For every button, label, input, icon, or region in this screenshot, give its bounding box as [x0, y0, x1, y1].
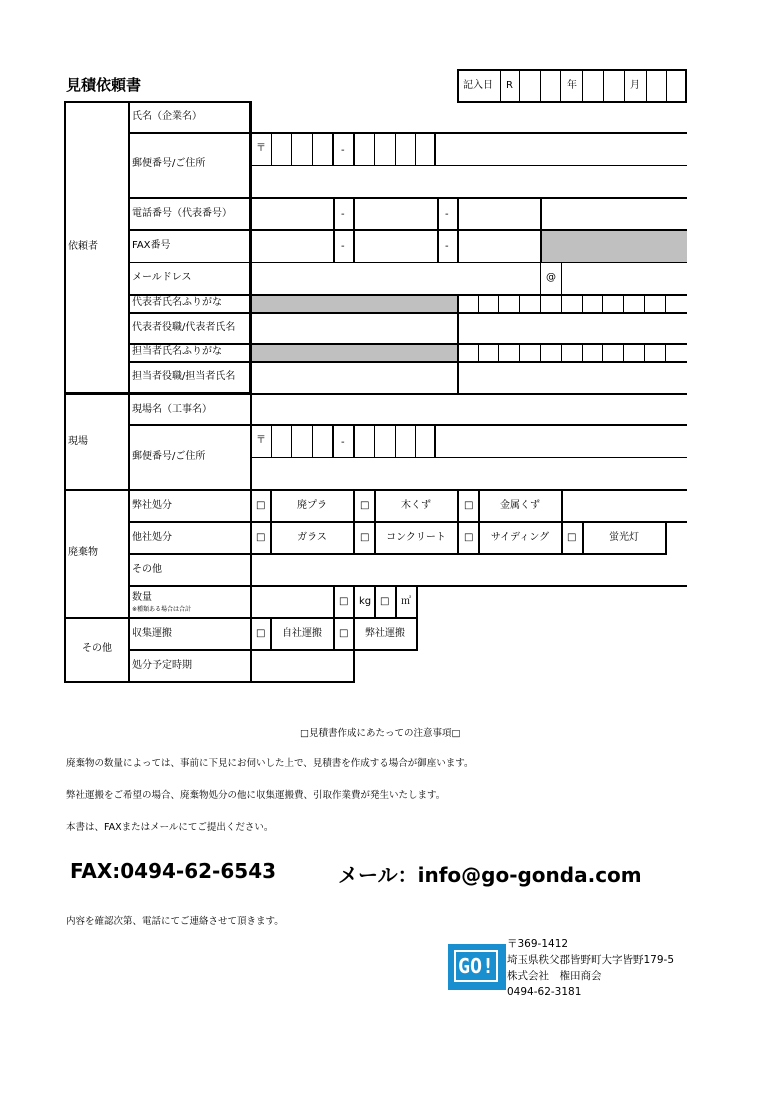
others-label: その他 [132, 564, 162, 575]
section-waste-label: 廃棄物 [68, 547, 98, 558]
unit-check-m3[interactable]: □ [380, 596, 390, 607]
site-postal-label: 郵便番号/ご住所 [132, 451, 206, 462]
postal-mark: 〒 [256, 143, 266, 154]
site-postal-mark: 〒 [256, 435, 266, 446]
mail-label: メールドレス [132, 272, 192, 283]
notes-line-2: 弊社運搬をご希望の場合、廃棄物処分の他に収集運搬費、引取作業費が発生いたします。 [66, 790, 446, 801]
own-check-1[interactable]: □ [256, 500, 266, 511]
month-label: 月 [630, 80, 640, 91]
year-label: 年 [567, 80, 577, 91]
rep-kana-input[interactable] [459, 296, 687, 312]
phone-label: 電話番号（代表番号） [132, 208, 232, 219]
mail-address: メール：info@go-gonda.com [338, 863, 642, 887]
company-postal: 〒369-1412 [507, 938, 569, 950]
other-option-3: サイディング [490, 532, 550, 543]
confirm-note: 内容を確認次第、電話にてご連絡させて頂きます。 [66, 916, 284, 927]
address-input-1[interactable] [436, 134, 687, 165]
collection-check-2[interactable]: □ [339, 628, 349, 639]
other-option-4: 蛍光灯 [609, 532, 639, 543]
era-label: R [506, 80, 513, 91]
company-phone: 0494-62-3181 [507, 986, 582, 998]
name-input[interactable] [252, 103, 687, 132]
site-postal-dash: - [341, 437, 345, 448]
era-input[interactable] [519, 71, 540, 101]
page-title: 見積依頼書 [66, 76, 142, 94]
site-name-input[interactable] [252, 395, 687, 424]
own-check-2[interactable]: □ [360, 500, 370, 511]
staff-title-label: 担当者役職/担当者氏名 [132, 371, 236, 382]
company-logo [448, 944, 506, 990]
phone-dash-1: - [341, 209, 345, 220]
site-address-input-1[interactable] [436, 426, 687, 457]
unit-m3: ㎥ [401, 596, 411, 607]
others-input[interactable] [252, 555, 687, 585]
section-other-label: その他 [82, 643, 112, 654]
quantity-label: 数量 [132, 592, 152, 603]
company-logo-text: GO! [454, 950, 498, 982]
staff-kana-label: 担当者氏名ふりがな [132, 346, 222, 357]
notes-heading: □見積書作成にあたっての注意事項□ [300, 728, 461, 739]
staff-kana-input[interactable] [459, 345, 687, 361]
other-disposal-label: 他社処分 [132, 532, 172, 543]
name-label: 氏名（企業名） [132, 111, 202, 122]
rep-kana-label: 代表者氏名ふりがな [132, 297, 222, 308]
unit-kg: kg [359, 596, 372, 607]
fax-label: FAX番号 [132, 240, 171, 251]
schedule-label: 処分予定時期 [132, 660, 192, 671]
mail-domain-input[interactable] [562, 263, 687, 294]
phone-input[interactable] [252, 199, 540, 229]
own-option-2: 木くず [401, 500, 431, 511]
at-mark: @ [546, 272, 556, 283]
fax-input[interactable] [252, 231, 540, 262]
notes-line-3: 本書は、FAXまたはメールにてご提出ください。 [66, 822, 274, 833]
quantity-note: ※種類ある場合は合計 [132, 606, 192, 613]
collection-option-1: 自社運搬 [282, 628, 322, 639]
site-address-input-2[interactable] [252, 458, 687, 489]
year-input[interactable] [582, 71, 624, 101]
own-check-3[interactable]: □ [464, 500, 474, 511]
other-option-2: コンクリート [386, 532, 446, 543]
collection-option-2: 弊社運搬 [365, 628, 405, 639]
company-name: 株式会社 権田商会 [507, 970, 602, 982]
postal-address-label: 郵便番号/ご住所 [132, 158, 206, 169]
fax-number: FAX:0494-62-6543 [70, 859, 277, 883]
own-option-1: 廃プラ [297, 500, 327, 511]
site-name-label: 現場名（工事名） [132, 404, 212, 415]
notes-line-1: 廃棄物の数量によっては、事前に下見にお伺いした上で、見積書を作成する場合が御座います。 [66, 758, 474, 769]
rep-title-input[interactable] [252, 314, 687, 343]
section-requester-label: 依頼者 [68, 241, 98, 252]
other-check-3[interactable]: □ [464, 532, 474, 543]
staff-title-input[interactable] [252, 363, 687, 393]
other-check-2[interactable]: □ [360, 532, 370, 543]
phone-dash-2: - [445, 209, 449, 220]
own-disposal-label: 弊社処分 [132, 500, 172, 511]
schedule-input[interactable] [252, 651, 353, 681]
own-option-3: 金属くず [500, 500, 540, 511]
date-label: 記入日 [463, 80, 493, 91]
quantity-input[interactable] [252, 587, 333, 617]
other-option-1: ガラス [297, 532, 327, 543]
collection-label: 収集運搬 [132, 628, 172, 639]
rep-title-label: 代表者役職/代表者氏名 [132, 322, 236, 333]
fax-dash-1: - [341, 241, 345, 252]
postal-dash: - [341, 145, 345, 156]
unit-check-kg[interactable]: □ [339, 596, 349, 607]
address-input-2[interactable] [252, 166, 687, 197]
fax-dash-2: - [445, 241, 449, 252]
month-input[interactable] [646, 71, 686, 101]
other-check-4[interactable]: □ [567, 532, 577, 543]
collection-check-1[interactable]: □ [256, 628, 266, 639]
company-address: 埼玉県秩父郡皆野町大字皆野179-5 [507, 954, 675, 966]
other-check-1[interactable]: □ [256, 532, 266, 543]
mail-user-input[interactable] [252, 263, 540, 294]
section-site-label: 現場 [68, 436, 88, 447]
